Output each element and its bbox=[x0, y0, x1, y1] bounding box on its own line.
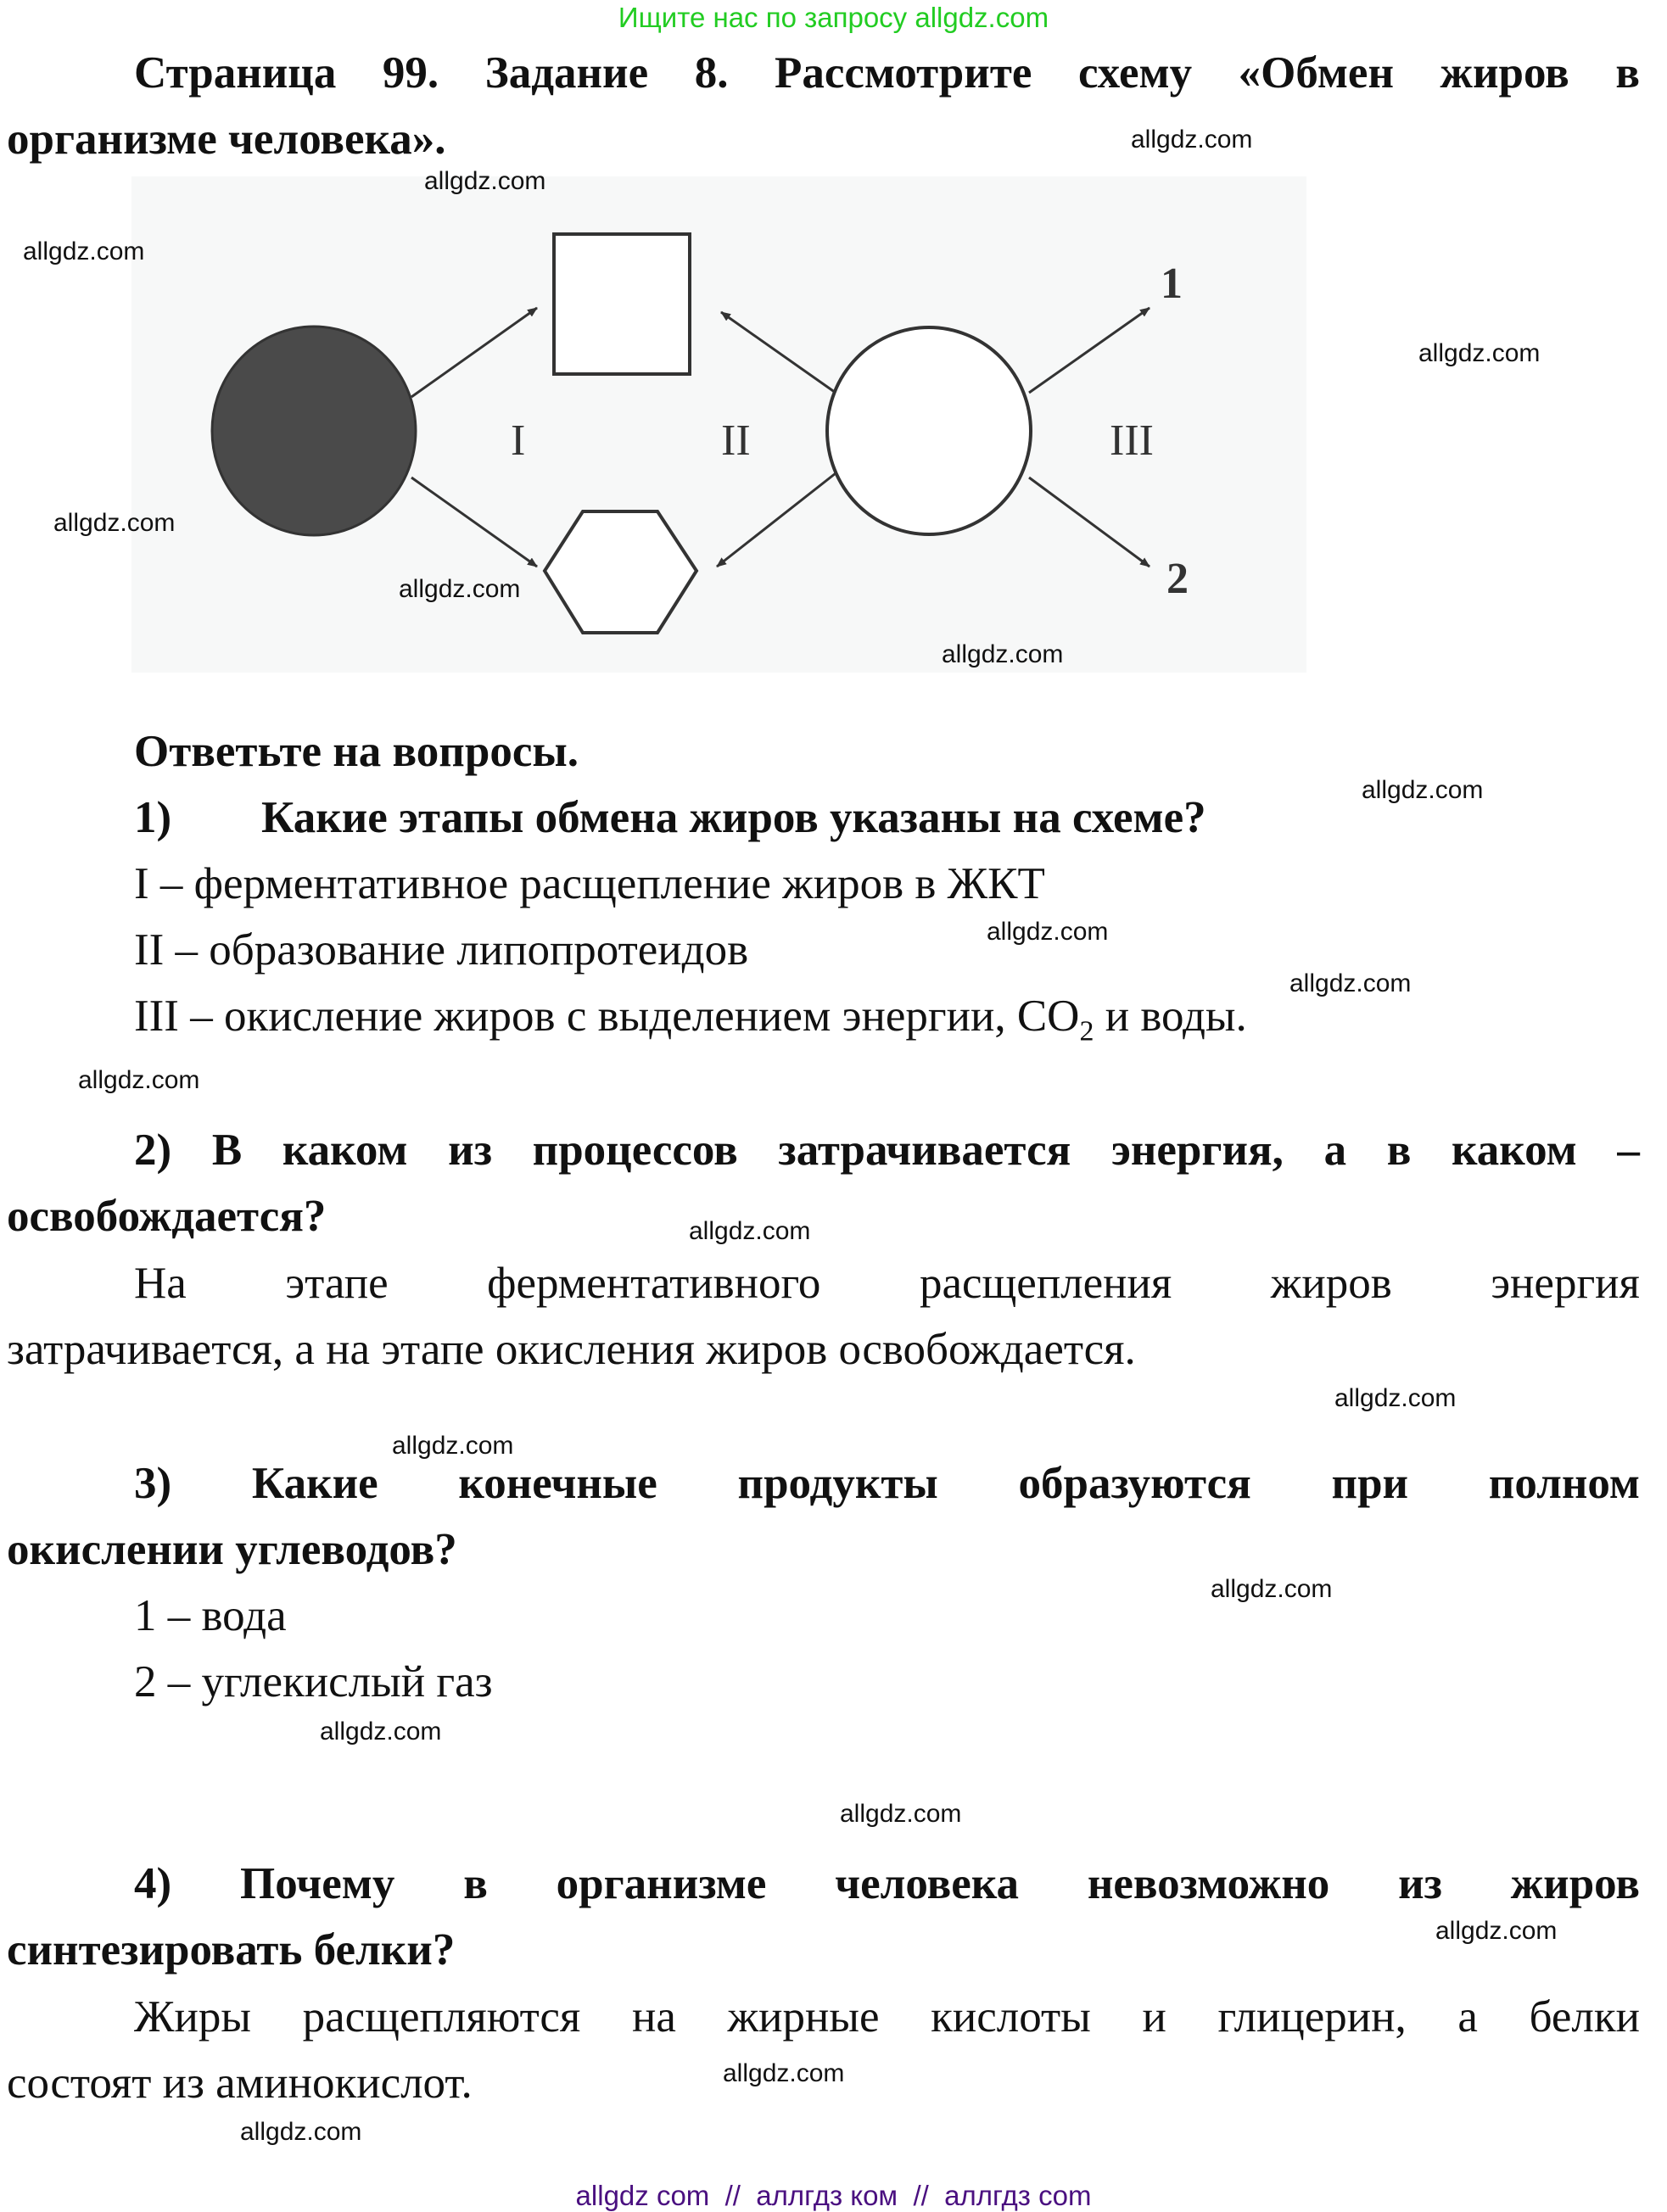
q1-answer-1: I – ферментативное расщепление жиров в ЖКТ bbox=[134, 859, 1045, 908]
q3-answer-2: 2 – углекислый газ bbox=[134, 1657, 493, 1706]
q3-question-line2: окислении углеводов? bbox=[7, 1525, 457, 1574]
watermark: allgdz.com bbox=[320, 1718, 442, 1746]
watermark: allgdz.com bbox=[424, 167, 546, 195]
footer-links[interactable]: allgdz com // аллгдз ком // аллгдз com bbox=[575, 2180, 1092, 2211]
watermark: allgdz.com bbox=[1211, 1575, 1333, 1603]
output-label-2: 2 bbox=[1166, 555, 1189, 603]
watermark: allgdz.com bbox=[1334, 1384, 1457, 1412]
watermark: allgdz.com bbox=[1131, 126, 1253, 154]
output-label-1: 1 bbox=[1161, 260, 1183, 308]
q2-answer-line2: затрачивается, а на этапе окисления жиров освобождается. bbox=[7, 1325, 1136, 1374]
watermark: allgdz.com bbox=[840, 1800, 962, 1828]
stage-label-2: II bbox=[721, 416, 751, 465]
q1-answer-3: III – окисление жиров с выделением энергии, $CO_2$ и воды. bbox=[134, 991, 1247, 1047]
q2-answer-line1: На этапе ферментативного расщепления жиров энергия bbox=[134, 1259, 1640, 1308]
q1-number: 1) bbox=[134, 793, 172, 842]
q3-question-line1: 3) Какие конечные продукты образуются при полном bbox=[134, 1459, 1640, 1508]
q2-question-line1: 2) В каком из процессов затрачивается энергия, а в каком – bbox=[134, 1126, 1640, 1175]
watermark: allgdz.com bbox=[1289, 969, 1412, 997]
q4-question-line1: 4) Почему в организме человека невозможно из жиров bbox=[134, 1859, 1640, 1908]
watermark: allgdz.com bbox=[23, 237, 145, 265]
q4-answer-line2: состоят из аминокислот. bbox=[7, 2058, 473, 2108]
q2-question-line2: освобождается? bbox=[7, 1192, 327, 1241]
q3-answer-1: 1 – вода bbox=[134, 1591, 287, 1640]
q4-question-line2: синтезировать белки? bbox=[7, 1925, 456, 1975]
answer-intro: Ответьте на вопросы. bbox=[134, 727, 579, 776]
q1-answer-2: II – образование липопротеидов bbox=[134, 925, 749, 975]
q4-answer-line1: Жиры расщепляются на жирные кислоты и глицерин, а белки bbox=[134, 1992, 1640, 2042]
watermark: allgdz.com bbox=[78, 1066, 200, 1094]
open-circle-shape bbox=[827, 327, 1031, 534]
task-title-line2: организме человека». bbox=[7, 115, 446, 164]
watermark: allgdz.com bbox=[53, 509, 176, 537]
watermark: allgdz.com bbox=[1418, 339, 1541, 367]
q1-question: Какие этапы обмена жиров указаны на схеме? bbox=[261, 793, 1206, 842]
stage-label-3: III bbox=[1110, 416, 1154, 465]
filled-circle-shape bbox=[212, 327, 416, 535]
search-hint-banner[interactable]: Ищите нас по запросу allgdz.com bbox=[618, 2, 1049, 33]
watermark: allgdz.com bbox=[240, 2118, 362, 2146]
watermark: allgdz.com bbox=[392, 1432, 514, 1460]
stage-label-1: I bbox=[511, 416, 526, 465]
hexagon-shape bbox=[545, 511, 696, 633]
task-title-line1: Страница 99. Задание 8. Рассмотрите схему «Обмен жиров в bbox=[134, 48, 1640, 98]
watermark: allgdz.com bbox=[942, 640, 1064, 668]
watermark: allgdz.com bbox=[987, 918, 1109, 946]
fat-metabolism-diagram bbox=[131, 176, 1306, 673]
square-shape bbox=[554, 234, 690, 374]
watermark: allgdz.com bbox=[689, 1217, 811, 1245]
watermark: allgdz.com bbox=[723, 2059, 845, 2087]
watermark: allgdz.com bbox=[1362, 776, 1484, 804]
watermark: allgdz.com bbox=[1435, 1917, 1558, 1945]
watermark: allgdz.com bbox=[399, 575, 521, 603]
